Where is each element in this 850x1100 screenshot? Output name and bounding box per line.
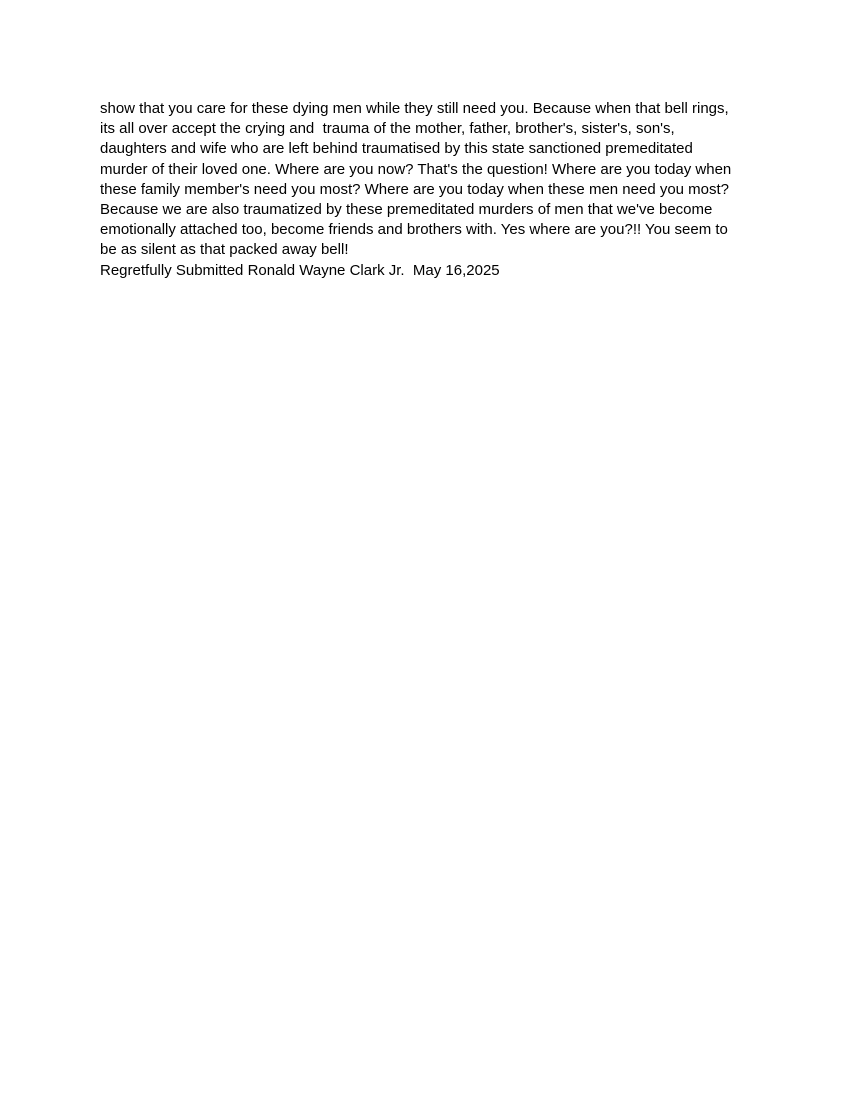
letter-body [100, 99, 760, 281]
body-line: these family member's need you most? Where are you today when these men need you most? [100, 180, 730, 198]
body-line: be as silent as that packed away bell! [100, 241, 349, 259]
body-line: its all over accept the crying and trauma of the mother, father, brother's, sister's, son's, [100, 120, 675, 138]
signature-line: Regretfully Submitted Ronald Wayne Clark Jr. May 16,2025 [100, 261, 500, 279]
body-line: emotionally attached too, become friends and brothers with. Yes where are you?!! You seem to [100, 221, 728, 239]
body-line: Because we are also traumatized by these premeditated murders of men that we've become [100, 201, 713, 219]
body-line: show that you care for these dying men while they still need you. Because when that bell rings, [100, 100, 729, 117]
body-line: daughters and wife who are left behind traumatised by this state sanctioned premeditated [100, 140, 693, 158]
body-line: murder of their loved one. Where are you now? That's the question! Where are you today when [100, 160, 732, 178]
